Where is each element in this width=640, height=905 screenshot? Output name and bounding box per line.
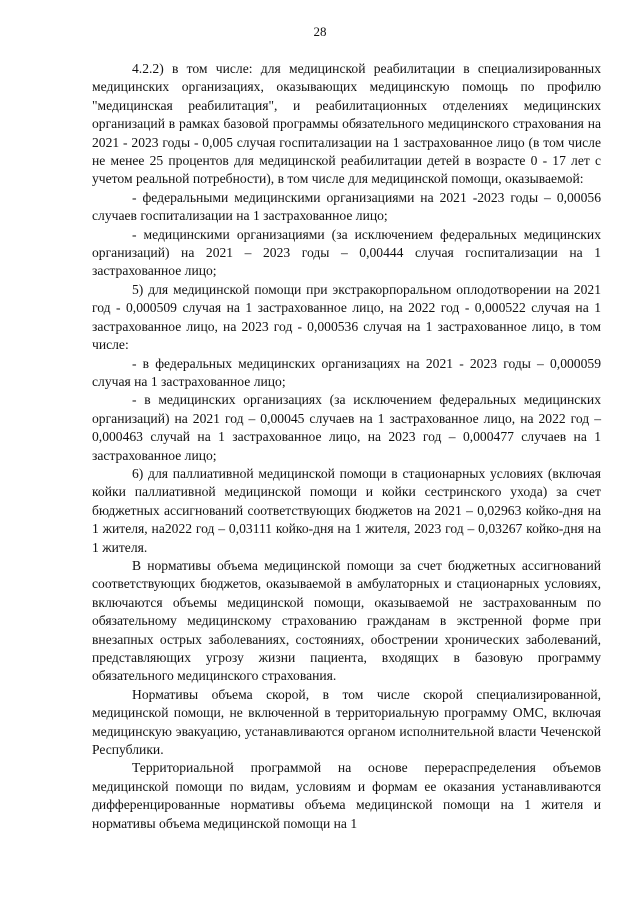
page-number: 28 xyxy=(313,24,327,39)
paragraph-rehab-intro: 4.2.2) в том числе: для медицинской реабилитации в специализированных медицинских организациях, оказывающих медицинскую помощь по профилю "медицинская реабилитация", и реабилитационных отделениях медицинских организаций в рамках базовой программы обязательного медицинского страхования на 2021 - 2023 годы - 0,005 случая госпитализации на 1 застрахованное лицо (в том числе не менее 25 процентов для медицинской реабилитации детей в возрасте 0 - 17 лет с учетом реальной потребности), в том числе для медицинской помощи, оказываемой: xyxy=(92,61,601,187)
paragraph-eco-federal: - в федеральных медицинских организациях на 2021 - 2023 годы – 0,000059 случая на 1 застрахованное лицо; xyxy=(92,355,601,389)
paragraph-rehab-other: - медицинскими организациями (за исключением федеральных медицинских организаций) на 2021 – 2023 годы – 0,00444 случая госпитализации на 1 застрахованное лицо; xyxy=(92,226,601,279)
paragraph-emergency-norms: Нормативы объема скорой, в том числе скорой специализированной, медицинской помощи, не включенной в территориальную программу ОМС, включая медицинскую эвакуацию, устанавливаются органом исполнительной власти Чеченской Республики. xyxy=(92,686,601,758)
paragraph-eco-intro: 5) для медицинской помощи при экстракорпоральном оплодотворении на 2021 год - 0,000509 случая на 1 застрахованное лицо, на 2022 год - 0,000522 случая на 1 застрахованное лицо, на 2023 год - 0,000536 случая на 1 застрахованное лицо, в том числе: xyxy=(92,281,601,353)
paragraph-rehab-federal: - федеральными медицинскими организациями на 2021 -2023 годы – 0,00056 случаев госпитализации на 1 застрахованное лицо; xyxy=(92,189,601,224)
paragraph-budget-volumes: В нормативы объема медицинской помощи за счет бюджетных ассигнований соответствующих бюджетов, оказываемой в амбулаторных и стационарных условиях, включаются объемы медицинской помощи, оказываемой не застрахованным по обязательному медицинскому страхованию гражданам в экстренной форме при внезапных острых заболеваниях, состояниях, обострении хронических заболеваний, представляющих угрозу жизни пациента, входящих в базовую программу обязательного медицинского страхования. xyxy=(92,557,601,684)
paragraph-territorial-program: Территориальной программой на основе перераспределения объемов медицинской помощи по видам, условиям и формам ее оказания устанавливаются дифференцированные нормативы объема медицинской помощи на 1 жителя и нормативы объема медицинской помощи на 1 xyxy=(92,760,601,831)
paragraph-palliative: 6) для паллиативной медицинской помощи в стационарных условиях (включая койки паллиативной медицинской помощи и койки сестринского ухода) за счет бюджетных ассигнований соответствующих бюджетов на 2021 – 0,02963 койко-дня на 1 жителя, на2022 год – 0,03111 койко-дня на 1 жителя, 2023 год – 0,03267 койко-дня на 1 жителя. xyxy=(92,465,601,555)
paragraph-eco-other: - в медицинских организациях (за исключением федеральных медицинских организаций) на 2021 год – 0,00045 случаев на 1 застрахованное лицо, на 2022 год – 0,000463 случай на 1 застрахованное лицо, на 2023 год – 0,000477 случаев на 1 застрахованное лицо; xyxy=(92,392,601,463)
document-body xyxy=(92,60,601,833)
